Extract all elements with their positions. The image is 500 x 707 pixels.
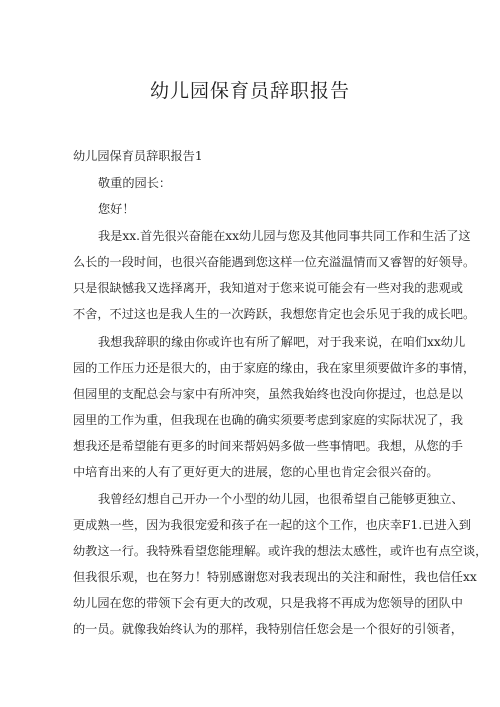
paragraph-line: 幼儿园在您的带领下会有更大的改观，只是我将不再成为您领导的团队中 xyxy=(73,596,463,610)
paragraph-line: 我曾经幻想自己开办一个小型的幼儿园，也很希望自己能够更独立、 xyxy=(98,492,464,506)
paragraph-line: 的一员。就像我始终认为的那样，我特别信任您会是一个很好的引领者， xyxy=(73,622,463,636)
paragraph-line: 园里的工作为重，但我现在也确的确实须要考虑到家庭的实际状况了，我 xyxy=(73,413,463,427)
paragraph-line: 园的工作压力还是很大的，由于家庭的缘由，我在家里须要做许多的事情， xyxy=(73,361,476,375)
paragraph-line: 更成熟一些，因为我很宠爱和孩子在一起的这个工作，也庆幸F1.已进入到 xyxy=(73,518,471,532)
paragraph-line: 想我还是希望能有更多的时间来帮妈妈多做一些事情吧。我想，从您的手 xyxy=(73,439,463,453)
paragraph-line: 但我很乐观，也在努力！特别感谢您对我表现出的关注和耐性，我也信任xx xyxy=(73,570,477,584)
paragraph-line: 中培育出来的人有了更好更大的进展，您的心里也肯定会很兴奋的。 xyxy=(73,465,439,479)
paragraph-line: 我是xx.首先很兴奋能在xx幼儿园与您及其他同事共同工作和生活了这 xyxy=(98,229,471,243)
paragraph-line: 幼教这一行。我特殊看望您能理解。或许我的想法太感性，或许也有点空谈， xyxy=(73,544,488,558)
paragraph-line: 但园里的支配总会与家中有所冲突，虽然我始终也没向你提过，也总是以 xyxy=(73,387,463,401)
paragraph-line: 我想我辞职的缘由你或许也有所了解吧，对于我来说，在咱们xx幼儿 xyxy=(98,335,466,349)
greeting-line: 您好！ xyxy=(98,202,135,216)
paragraph-line: 只是很缺憾我又选择离开，我知道对于您来说可能会有一些对我的悲观或 xyxy=(73,281,463,295)
document-subtitle: 幼儿园保育员辞职报告1 xyxy=(73,149,203,163)
salutation-line: 敬重的园长： xyxy=(98,176,172,190)
document-title: 幼儿园保育员辞职报告 xyxy=(149,80,350,102)
paragraph-line: 不舍，不过这也是我人生的一次跨跃，我想您肯定也会乐见于我的成长吧。 xyxy=(73,307,476,321)
paragraph-line: 么长的一段时间，也很兴奋能遇到您这样一位充溢温情而又睿智的好领导。 xyxy=(73,255,476,269)
